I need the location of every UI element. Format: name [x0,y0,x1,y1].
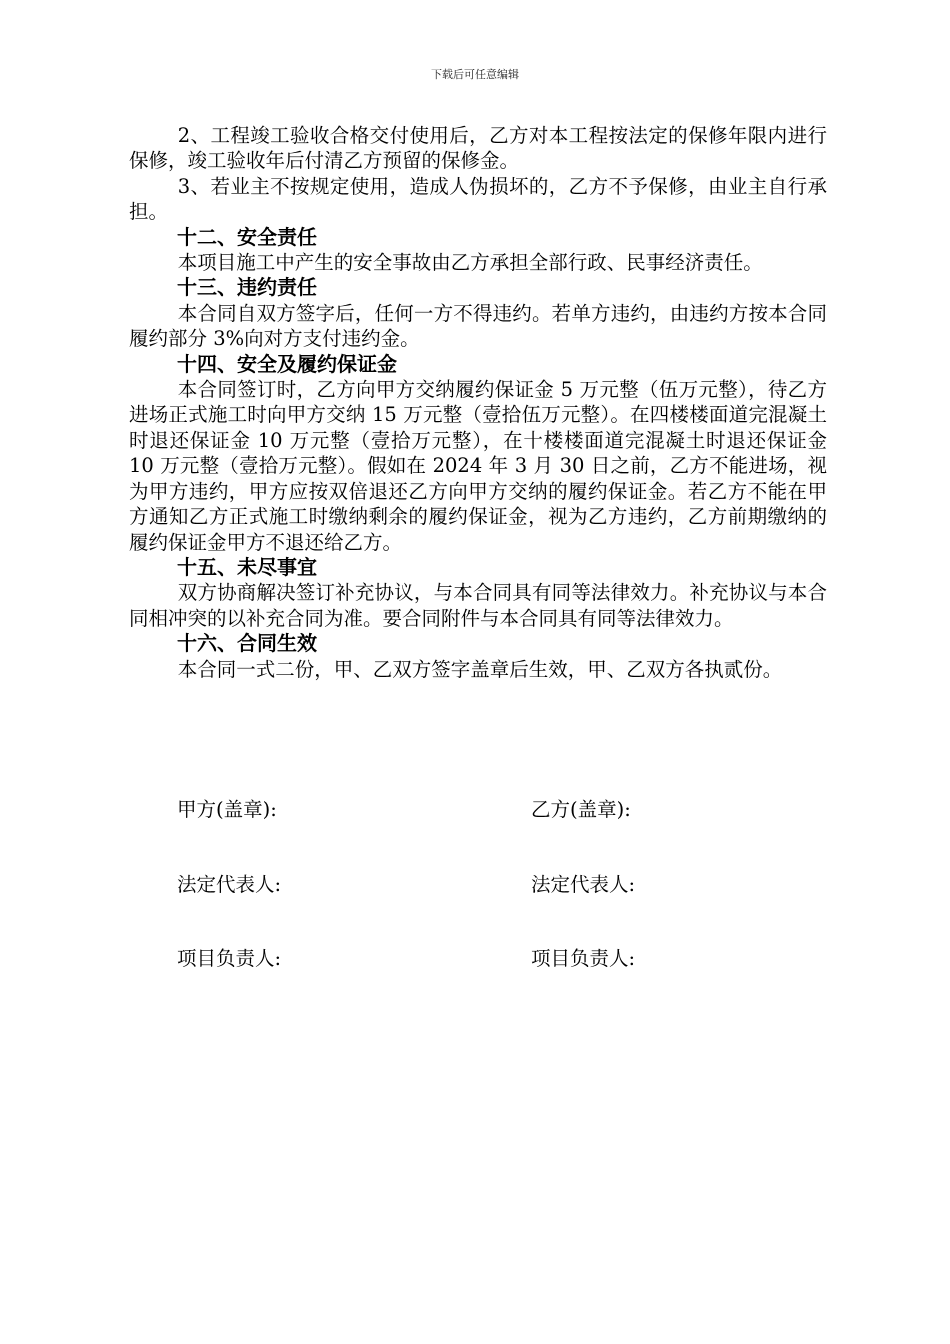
section-heading: 十三、违约责任 [177,275,317,300]
party-a-project-manager-label: 项目负责人: [177,947,282,970]
party-b-project-manager-label: 项目负责人: [531,947,636,970]
party-b-seal-label: 乙方(盖章): [531,798,631,821]
party-a-seal-label: 甲方(盖章): [177,798,277,821]
clause-paragraph: 本合同签订时，乙方向甲方交纳履约保证金 5 万元整（伍万元整），待乙方进场正式施工时向甲方交纳 15 万元整（壹拾伍万元整）。在四楼楼面道完混凝土时退还保证金 10 万元整（壹拾万元整），在十楼楼面道完混凝土时退还保证金 10 万元整（壹拾万元整）。假如在 2024 年 3 月 30 日之前，乙方不能进场，视为甲方违约，甲方应按双倍退还乙方向甲方交纳的履约保证金。若乙方不能在甲方通知乙方正式施工时缴纳剩余的履约保证金，视为乙方违约，乙方前期缴纳的履约保证金甲方不退还给乙方。 [129,378,827,554]
section-heading: 十四、安全及履约保证金 [177,351,397,376]
section-heading: 十六、合同生效 [177,631,317,656]
clause-paragraph: 本合同自双方签字后，任何一方不得违约。若单方违约，由违约方按本合同履约部分 3%向对方支付违约金。 [129,301,827,351]
clause-paragraph: 双方协商解决签订补充协议，与本合同具有同等法律效力。补充协议与本合同相冲突的以补充合同为准。要合同附件与本合同具有同等法律效力。 [129,581,827,630]
clause-paragraph: 3、若业主不按规定使用，造成人伪损坏的，乙方不予保修，由业主自行承担。 [129,174,827,224]
party-a-legal-rep-label: 法定代表人: [177,873,282,896]
section-heading: 十二、安全责任 [177,224,317,249]
clause-paragraph: 本项目施工中产生的安全事故由乙方承担全部行政、民事经济责任。 [177,251,763,275]
party-b-legal-rep-label: 法定代表人: [531,873,636,896]
contract-body [129,123,827,682]
page-header: 下载后可任意编辑 [431,68,519,81]
clause-paragraph: 本合同一式二份，甲、乙双方签字盖章后生效，甲、乙双方各执贰份。 [177,657,783,681]
section-heading: 十五、未尽事宜 [177,554,317,579]
clause-paragraph: 2、工程竣工验收合格交付使用后，乙方对本工程按法定的保修年限内进行保修，竣工验收年后付清乙方预留的保修金。 [129,124,827,173]
